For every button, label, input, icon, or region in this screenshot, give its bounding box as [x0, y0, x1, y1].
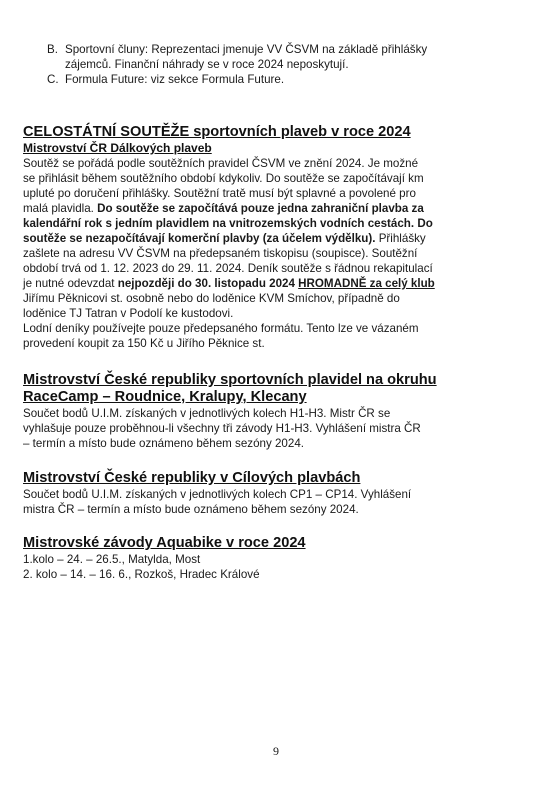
- text-line: 1.kolo – 24. – 26.5., Matylda, Most: [23, 553, 201, 566]
- list-marker: C.: [47, 73, 59, 86]
- text-line: Součet bodů U.I.M. získaných v jednotlivých kolech CP1 – CP14. Vyhlášení: [23, 488, 412, 501]
- subsection-heading: Mistrovství ČR Dálkových plaveb: [23, 141, 212, 155]
- text-line: se přihlásit během soutěžního období kdykoliv. Do soutěže se započítávají km: [23, 172, 424, 185]
- section-paragraph: [23, 487, 493, 517]
- bold-run: Do soutěže se započítává pouze jedna zahraniční plavba za: [97, 202, 424, 215]
- section-paragraph: [23, 156, 493, 351]
- text-line: loděnice TJ Tatran v Podolí ke kustodovi.: [23, 307, 234, 320]
- text-line: Lodní deníky používejte pouze předepsaného formátu. Tento lze ve vázaném: [23, 322, 419, 335]
- text-line: Součet bodů U.I.M. získaných v jednotlivých kolech H1-H3. Mistr ČR se: [23, 407, 391, 420]
- section-heading: Mistrovství České republiky sportovních plavidel na okruhu: [23, 372, 437, 388]
- list-text: [65, 42, 502, 72]
- bold-run: soutěže se nezapočítávají komerční plavby (za účelem výdělku).: [23, 232, 376, 245]
- text-line: [23, 276, 493, 291]
- list-item: [47, 72, 502, 87]
- text-line: vyhlašuje pouze proběhnou-li všechny tři závody H1-H3. Vyhlášení mistra ČR: [23, 422, 421, 435]
- section-heading: CELOSTÁTNÍ SOUTĚŽE sportovních plaveb v roce 2024: [23, 124, 411, 140]
- section-target-sailing: [23, 470, 493, 517]
- list-item: [47, 42, 502, 72]
- section-aquabike: [23, 535, 493, 582]
- section-national-competitions: [23, 124, 493, 351]
- option-list: [47, 42, 502, 87]
- text-line: – termín a místo bude oznámeno během sezóny 2024.: [23, 437, 304, 450]
- text-line: Jiřímu Pěknicovi st. osobně nebo do loděnice KVM Smíchov, případně do: [23, 292, 400, 305]
- bold-line: kalendářní rok s jedním plavidlem na vnitrozemských vodních cestách. Do: [23, 217, 433, 230]
- section-racecamp: [23, 372, 493, 451]
- text-line: Soutěž se pořádá podle soutěžních pravidel ČSVM ve znění 2024. Je možné: [23, 157, 419, 170]
- text-line: [23, 201, 493, 216]
- text-line: zašlete na adresu VV ČSVM na předepsaném tiskopisu (soupisce). Soutěžní: [23, 247, 418, 260]
- text-line: provedení koupit za 150 Kč u Jiřího Pěknice st.: [23, 337, 265, 350]
- section-paragraph: [23, 552, 493, 582]
- list-line: Sportovní čluny: Reprezentaci jmenuje VV ČSVM na základě přihlášky: [65, 43, 428, 56]
- list-text: [65, 72, 502, 87]
- list-line: Formula Future: viz sekce Formula Future.: [65, 73, 285, 86]
- text-line: období trvá od 1. 12. 2023 do 29. 11. 2024. Deník soutěže s řádnou rekapitulací: [23, 262, 433, 275]
- section-heading: Mistrovství České republiky v Cílových plavbách: [23, 470, 361, 486]
- page-number: 9: [273, 744, 279, 758]
- list-line: zájemců. Finanční náhrady se v roce 2024 neposkytují.: [65, 58, 349, 71]
- text-run: Přihlášky: [375, 232, 426, 245]
- text-line: 2. kolo – 14. – 16. 6., Rozkoš, Hradec Králové: [23, 568, 260, 581]
- text-run: je nutné odevzdat: [23, 277, 118, 290]
- club-emphasis: HROMADNĚ za celý klub: [298, 277, 435, 290]
- text-line: upluté po doručení přihlášky. Soutěžní tratě musí být splavné a povolené pro: [23, 187, 416, 200]
- text-run: malá plavidla.: [23, 202, 98, 215]
- text-line: [23, 231, 493, 246]
- list-marker: B.: [47, 43, 58, 56]
- section-heading: Mistrovské závody Aquabike v roce 2024: [23, 535, 306, 551]
- section-paragraph: [23, 406, 493, 451]
- text-line: mistra ČR – termín a místo bude oznámeno během sezóny 2024.: [23, 503, 359, 516]
- section-heading-line2: RaceCamp – Roudnice, Kralupy, Klecany: [23, 389, 307, 405]
- deadline-bold: nejpozději do 30. listopadu 2024: [117, 277, 295, 290]
